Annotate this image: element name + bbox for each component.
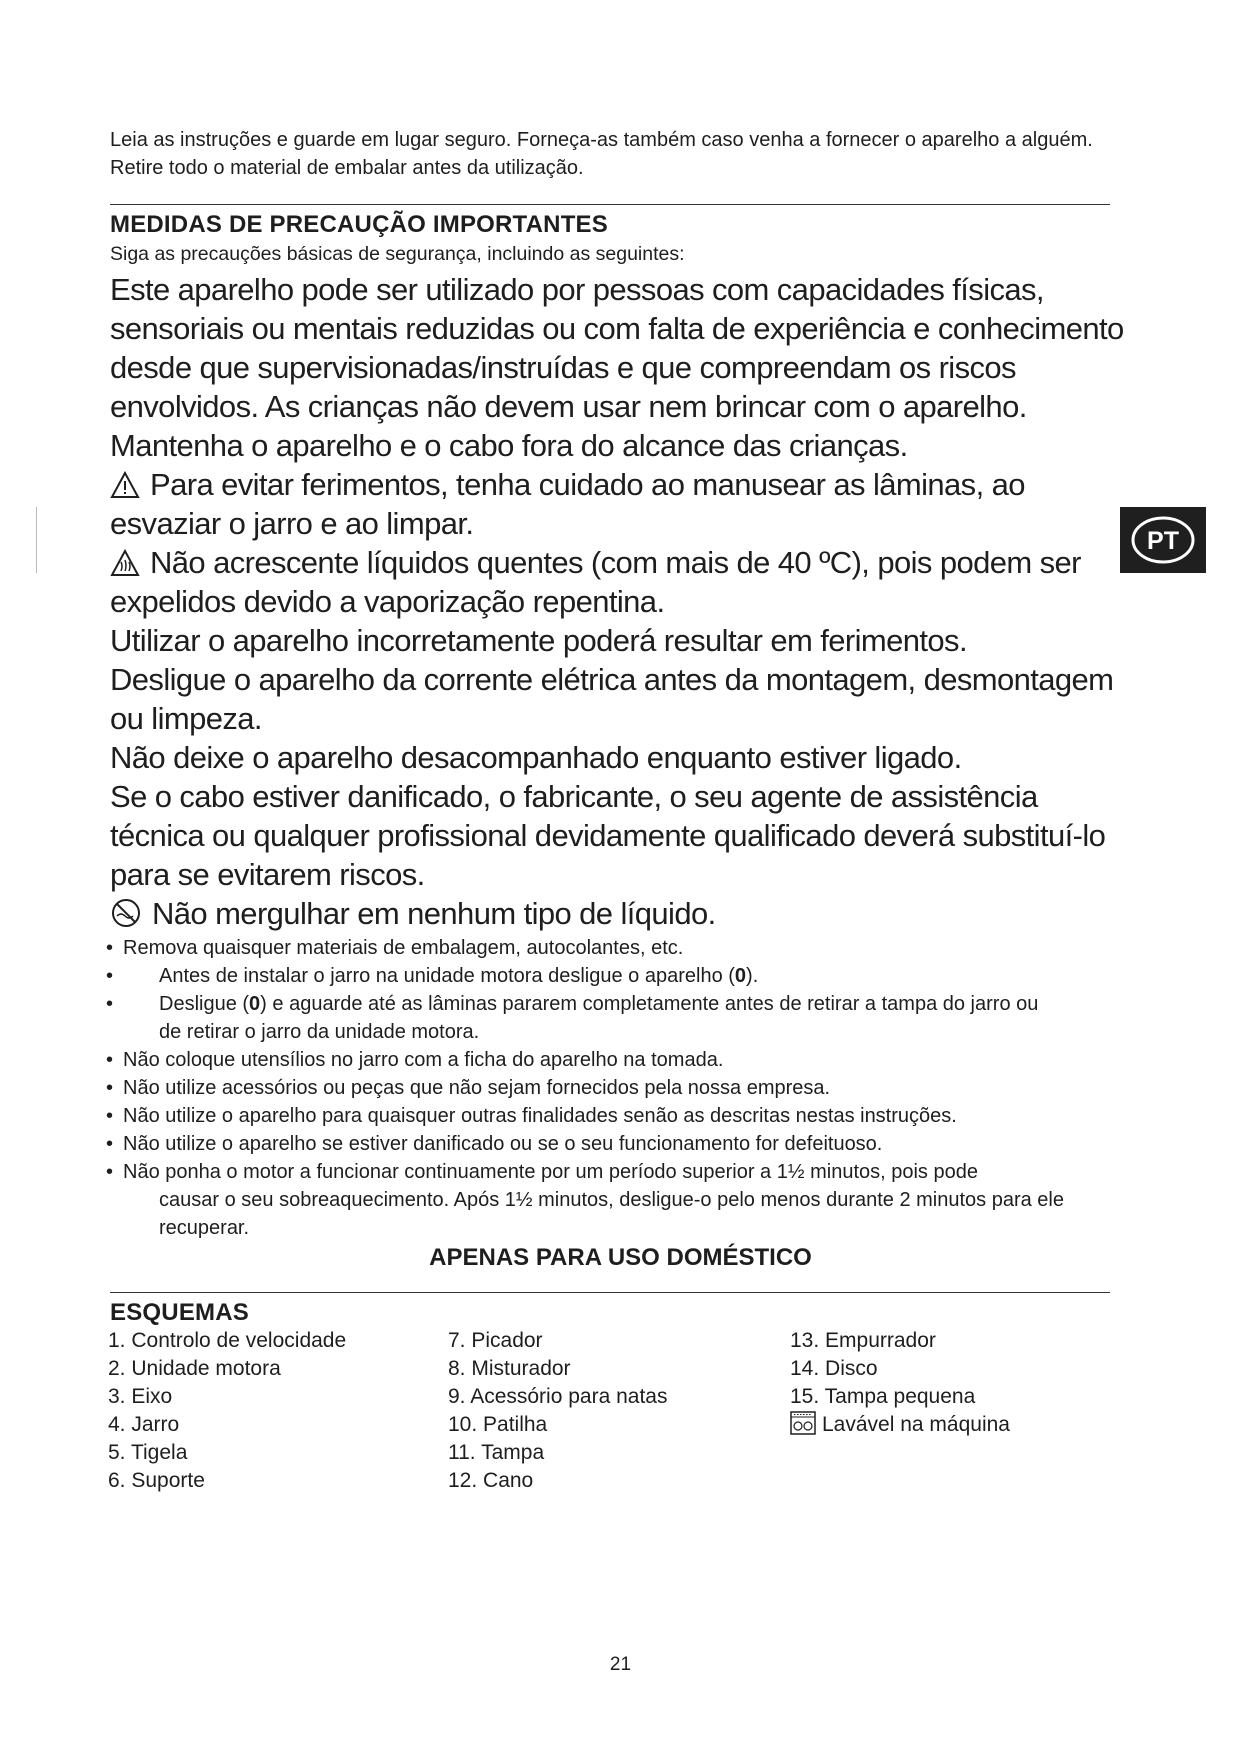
list-item: 12. Cano — [448, 1469, 534, 1492]
list-item: • Não utilize o aparelho se estiver danificado ou se o seu funcionamento for defeituoso. — [106, 1130, 1116, 1158]
language-tab — [1120, 507, 1206, 573]
divider — [110, 204, 1110, 205]
precaution-p3-text: Não acrescente líquidos quentes (com mais de 40 ºC), pois podem ser expelidos devido a vaporização repentina. — [110, 545, 1081, 619]
list-item: 9. Acessório para natas — [448, 1385, 668, 1408]
bullet-text-cont: de retirar o jarro da unidade motora. — [159, 1021, 480, 1043]
bullet-text-cont: causar o seu sobreaquecimento. Após 1½ minutos, desligue-o pelo menos durante 2 minutos para ele recuperar. — [159, 1189, 1064, 1239]
precaution-p7: Se o cabo estiver danificado, o fabricante, o seu agente de assistência técnica ou qualquer profissional devidamente qualificado deverá substituí-lo para se evitarem riscos. — [110, 779, 1106, 892]
schemes-column-2 — [448, 1327, 667, 1495]
list-item: • Remova quaisquer materiais de embalagem, autocolantes, etc. — [106, 934, 1116, 962]
list-item: 13. Empurrador — [790, 1329, 936, 1352]
bullet-text-end: ). — [746, 965, 759, 987]
list-item: 2. Unidade motora — [108, 1357, 281, 1380]
list-item: 3. Eixo — [108, 1385, 173, 1408]
list-item: 8. Misturador — [448, 1357, 571, 1380]
precaution-p3 — [110, 543, 1130, 621]
precaution-p8-text: Não mergulhar em nenhum tipo de líquido. — [152, 896, 716, 931]
schemes-column-3 — [790, 1327, 1010, 1439]
dishwasher-label: Lavável na máquina — [822, 1413, 1010, 1436]
hot-liquid-warning-icon — [110, 549, 140, 577]
list-item: • Não utilize acessórios ou peças que não sejam fornecidos pela nossa empresa. — [106, 1074, 1116, 1102]
off-position-zero: 0 — [734, 965, 747, 987]
precaution-p4: Utilizar o aparelho incorretamente poderá resultar em ferimentos. — [110, 623, 967, 658]
precaution-p6: Não deixe o aparelho desacompanhado enquanto estiver ligado. — [110, 740, 962, 775]
bullet-text-rest: ) e aguarde até as lâminas pararem completamente antes de retirar a tampa do jarro ou — [260, 993, 1039, 1015]
off-position-zero: 0 — [249, 993, 261, 1015]
no-immerse-icon — [110, 898, 142, 928]
list-item: 7. Picador — [448, 1329, 543, 1352]
list-item: 1. Controlo de velocidade — [108, 1329, 347, 1352]
precaution-p2 — [110, 465, 1130, 543]
list-item — [106, 990, 1116, 1046]
list-item: 14. Disco — [790, 1357, 878, 1380]
page-number: 21 — [609, 1654, 632, 1675]
precaution-p5: Desligue o aparelho da corrente elétrica antes da montagem, desmontagem ou limpeza. — [110, 662, 1114, 736]
schemes-column-1 — [108, 1327, 346, 1495]
language-badge — [1120, 507, 1206, 573]
warning-triangle-icon — [110, 471, 140, 499]
precaution-p8 — [110, 894, 1130, 933]
margin-mark — [36, 507, 37, 573]
list-item: 4. Jarro — [108, 1413, 180, 1436]
precaution-p2-text: Para evitar ferimentos, tenha cuidado ao manusear as lâminas, ao esvaziar o jarro e ao limpar. — [110, 467, 1025, 541]
divider — [110, 1292, 1110, 1293]
intro-text: Leia as instruções e guarde em lugar seguro. Forneça-as também caso venha a fornecer o aparelho a alguém. Retire todo o material de embalar antes da utilização. — [110, 129, 1093, 179]
list-item: 15. Tampa pequena — [790, 1385, 976, 1408]
precaution-bullets — [106, 934, 1116, 1242]
domestic-use-heading: APENAS PARA USO DOMÉSTICO — [429, 1244, 812, 1271]
list-item: • Não utilize o aparelho para quaisquer outras finalidades senão as descritas nestas instruções. — [106, 1102, 1116, 1130]
bullet-text: Antes de instalar o jarro na unidade motora desligue o aparelho ( — [159, 965, 735, 987]
dishwasher-icon — [790, 1411, 816, 1435]
list-item: • Não coloque utensílios no jarro com a ficha do aparelho na tomada. — [106, 1046, 1116, 1074]
precautions-body — [110, 270, 1130, 933]
list-item — [106, 962, 1116, 990]
list-item — [106, 1158, 1116, 1242]
bullet-text: Desligue ( — [159, 993, 250, 1015]
list-item — [790, 1411, 1010, 1439]
schemes-heading: ESQUEMAS — [110, 1299, 249, 1326]
precautions-subtitle: Siga as precauções básicas de segurança, incluindo as seguintes: — [110, 243, 685, 265]
list-item: 10. Patilha — [448, 1413, 548, 1436]
list-item: 5. Tigela — [108, 1441, 188, 1464]
precautions-heading: MEDIDAS DE PRECAUÇÃO IMPORTANTES — [110, 211, 608, 238]
list-item: 6. Suporte — [108, 1469, 205, 1492]
language-code: PT — [1147, 527, 1179, 555]
list-item: 11. Tampa — [448, 1441, 545, 1464]
precaution-p1: Este aparelho pode ser utilizado por pessoas com capacidades físicas, sensoriais ou mentais reduzidas ou com falta de experiência e conhecimento desde que supervisionadas/instruídas e que compreendam os riscos envolvidos. As crianças não devem usar nem brincar com o aparelho. Mantenha o aparelho e o cabo fora do alcance das crianças. — [110, 272, 1124, 463]
bullet-text: Não ponha o motor a funcionar continuamente por um período superior a 1½ minutos, pois pode — [123, 1161, 978, 1183]
